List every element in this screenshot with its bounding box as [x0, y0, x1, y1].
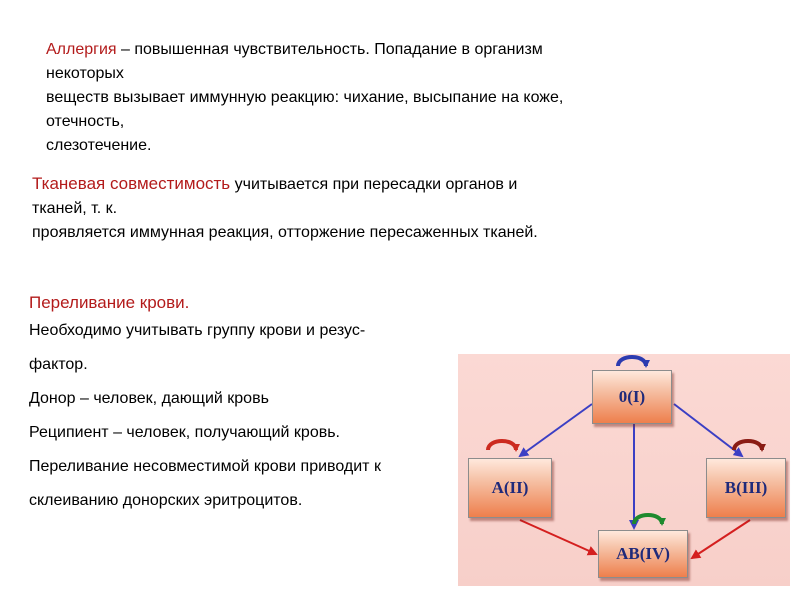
- allergy-paragraph: [46, 38, 726, 158]
- transfusion-line: Донор – человек, дающий кровь: [29, 390, 269, 407]
- blood-group-b-node: B(III): [706, 458, 786, 518]
- allergy-line-1: [46, 38, 726, 62]
- allergy-line-4: отечность,: [46, 113, 125, 130]
- allergy-term: Аллергия: [46, 41, 117, 58]
- tissue-paragraph: [32, 172, 732, 245]
- transfusion-line: Реципиент – человек, получающий кровь.: [29, 424, 340, 441]
- self-arrow-b: [734, 441, 762, 450]
- arrow-o-to-a: [520, 404, 592, 456]
- allergy-line-5: слезотечение.: [46, 137, 152, 154]
- self-arrow-o: [618, 357, 646, 366]
- transfusion-heading: Переливание крови.: [29, 293, 190, 312]
- allergy-line-2: некоторых: [46, 65, 124, 82]
- blood-group-diagram: [458, 354, 790, 586]
- transfusion-text: [29, 320, 469, 524]
- tissue-term: Тканевая совместимость: [32, 174, 231, 193]
- allergy-line-1-text: – повышенная чувствительность. Попадание в организм: [116, 41, 543, 58]
- transfusion-line: склеиванию донорских эритроцитов.: [29, 492, 303, 509]
- transfusion-line: фактор.: [29, 356, 88, 373]
- tissue-line-1: [32, 172, 732, 197]
- tissue-line-1-text: учитывается при пересадки органов и: [230, 176, 518, 193]
- arrow-a-to-ab: [520, 520, 596, 554]
- tissue-line-3: проявляется иммунная реакция, отторжение пересаженных тканей.: [32, 224, 538, 241]
- blood-group-o-node: 0(I): [592, 370, 672, 424]
- self-arrow-ab: [634, 515, 662, 524]
- arrow-o-to-b: [674, 404, 742, 456]
- blood-group-ab-node: AB(IV): [598, 530, 688, 578]
- tissue-line-2: тканей, т. к.: [32, 200, 118, 217]
- allergy-line-3: веществ вызывает иммунную реакцию: чихание, высыпание на коже,: [46, 89, 564, 106]
- transfusion-line: Необходимо учитывать группу крови и резус-: [29, 322, 366, 339]
- transfusion-line: Переливание несовместимой крови приводит к: [29, 458, 381, 475]
- arrow-b-to-ab: [692, 520, 750, 558]
- blood-group-a-node: A(II): [468, 458, 552, 518]
- self-arrow-a: [488, 441, 516, 450]
